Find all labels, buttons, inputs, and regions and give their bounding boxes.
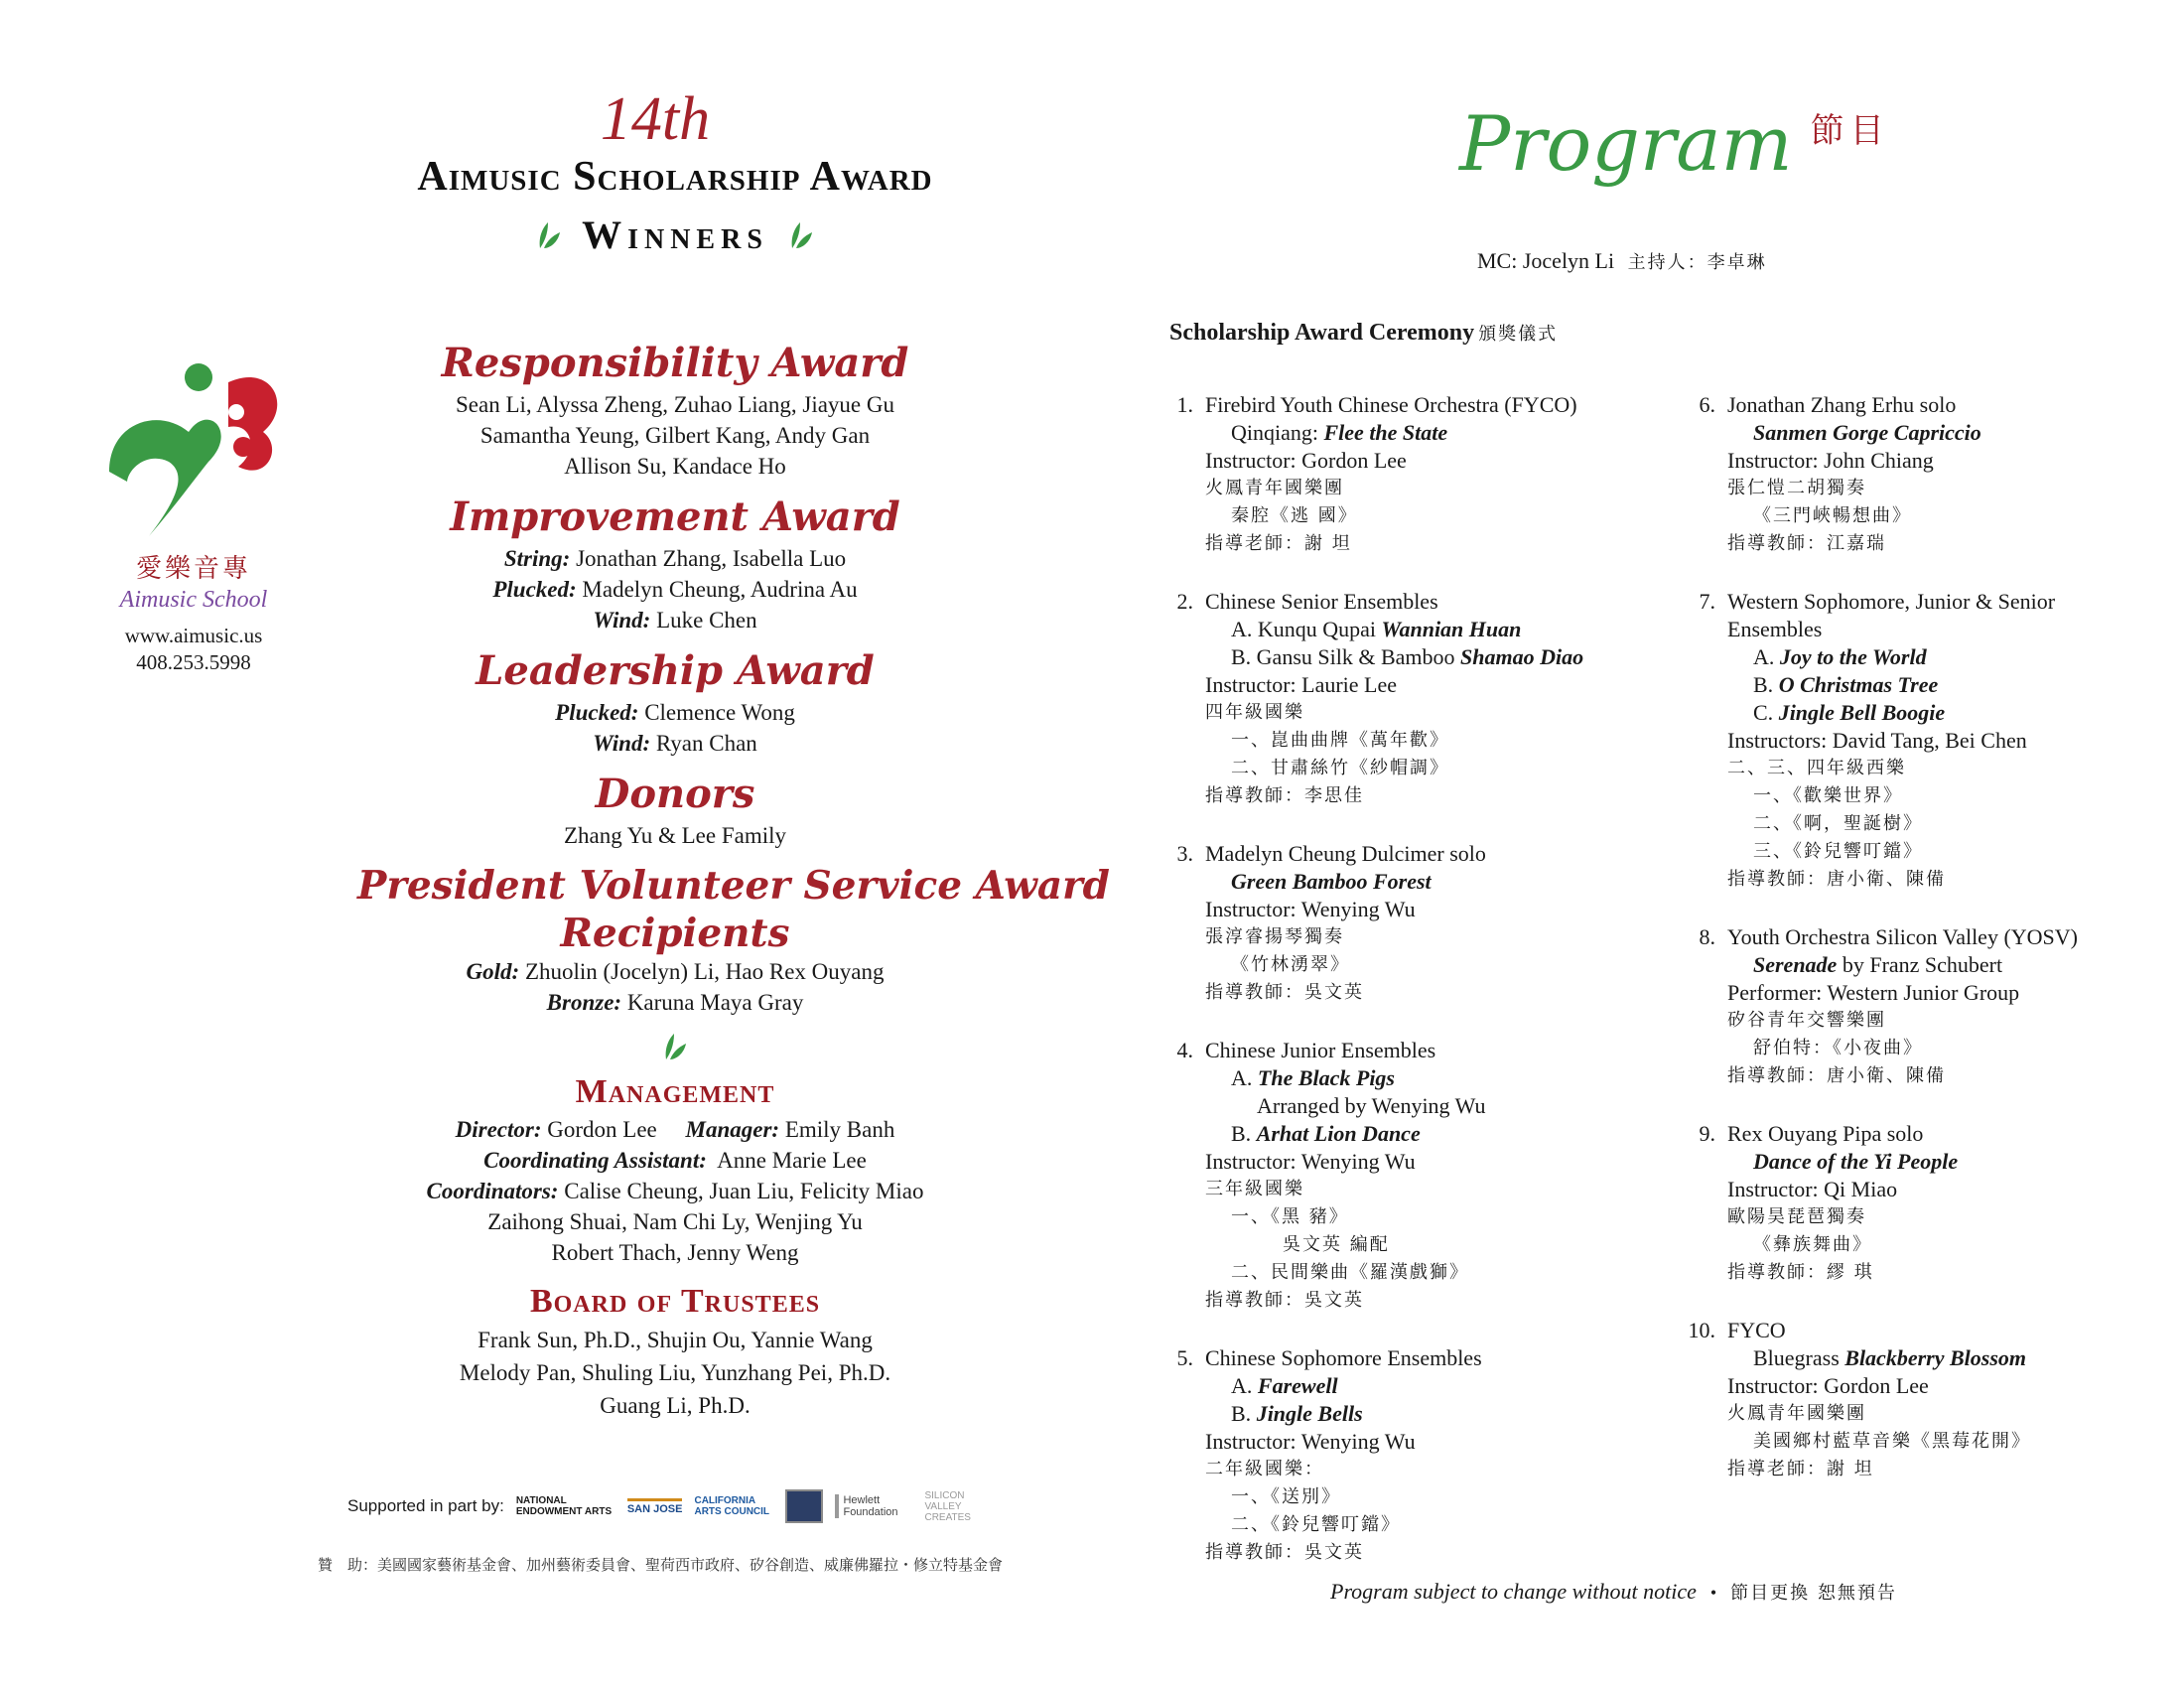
mc-line: MC: Jocelyn Li 主持人：李卓琳 xyxy=(1477,248,1767,273)
program-line-zh: 指導教師：吳文英 xyxy=(1205,982,1364,1003)
sponsor-chinese: 贊 助：美國國家藝術基金會、加州藝術委員會、聖荷西市政府、矽谷創造、威廉佛羅拉・修立特基金會 xyxy=(318,1556,1004,1574)
program-item-number: 4. xyxy=(1176,1038,1193,1062)
sponsor-logo: SAN JOSE xyxy=(627,1498,683,1515)
music-logo-icon xyxy=(89,352,298,551)
management-coord-row: Zaihong Shuai, Nam Chi Ly, Wenjing Yu xyxy=(487,1209,863,1234)
program-line: Instructor: John Chiang xyxy=(1727,448,1934,473)
program-line: Madelyn Cheung Dulcimer solo xyxy=(1205,841,1486,866)
program-line: A. Farewell xyxy=(1231,1373,1338,1398)
program-line: Rex Ouyang Pipa solo xyxy=(1727,1121,1924,1146)
leaf-icon xyxy=(662,1032,688,1061)
program-item xyxy=(1699,391,2164,558)
leadership-row: Wind: Ryan Chan xyxy=(593,731,757,756)
program-line-zh: 吳文英 編配 xyxy=(1283,1234,1390,1255)
program-line-zh: 《彝族舞曲》 xyxy=(1753,1234,1872,1255)
program-item-number: 6. xyxy=(1699,392,1715,417)
program-line: A. The Black Pigs xyxy=(1231,1065,1395,1090)
donors-heading: Donors xyxy=(595,771,755,817)
logo-chinese: 愛樂音專 xyxy=(135,554,251,584)
president-row: Gold: Zhuolin (Jocelyn) Li, Hao Rex Ouyang xyxy=(466,959,885,984)
program-item-number: 10. xyxy=(1688,1318,1715,1342)
program-line-zh: 指導教師：唐小衛、陳備 xyxy=(1727,869,1946,890)
improvement-row: Plucked: Madelyn Cheung, Audrina Au xyxy=(492,577,858,602)
program-line-zh: 指導教師：李思佳 xyxy=(1205,785,1364,806)
program-line: Firebird Youth Chinese Orchestra (FYCO) xyxy=(1205,392,1577,417)
program-line-zh: 一、崑曲曲牌《萬年歡》 xyxy=(1231,730,1449,751)
program-line-zh: 二、三、四年級西樂 xyxy=(1727,758,1906,778)
program-title: Program xyxy=(1459,99,1793,188)
board-line: Guang Li, Ph.D. xyxy=(600,1393,751,1418)
sponsor-logo: Hewlett Foundation xyxy=(835,1494,912,1518)
program-item xyxy=(1699,1120,2164,1287)
program-line: Instructors: David Tang, Bei Chen xyxy=(1727,728,2027,753)
improvement-heading: Improvement Award xyxy=(450,493,900,540)
program-line-zh: 火鳳青年國樂團 xyxy=(1205,478,1344,498)
program-line: Instructor: Gordon Lee xyxy=(1727,1373,1929,1398)
program-item xyxy=(1699,923,2164,1090)
subtitle: Winners xyxy=(582,212,768,257)
leaf-icon xyxy=(788,220,814,250)
supported-row xyxy=(347,1489,1003,1523)
program-line: Bluegrass Blackberry Blossom xyxy=(1753,1345,2026,1370)
program-line: B. O Christmas Tree xyxy=(1753,672,1939,697)
program-line: Instructor: Wenying Wu xyxy=(1205,1429,1416,1454)
program-column-right xyxy=(1688,391,2164,1513)
program-line-zh: 二、民間樂曲《羅漢戲獅》 xyxy=(1231,1262,1469,1283)
management-coord-row: Robert Thach, Jenny Weng xyxy=(551,1240,799,1265)
program-line: Sanmen Gorge Capriccio xyxy=(1753,420,1981,445)
program-line: A. Kunqu Qupai Wannian Huan xyxy=(1231,617,1522,641)
sponsor-logo: CALIFORNIA ARTS COUNCIL xyxy=(694,1495,770,1517)
program-title-zh: 節目 xyxy=(1810,111,1890,151)
program-line-zh: 三、《鈴兒響叮鐺》 xyxy=(1753,841,1923,862)
program-item xyxy=(1176,588,1662,810)
program-line: Western Sophomore, Junior & Senior xyxy=(1727,589,2056,614)
program-line-zh: 張淳睿揚琴獨奏 xyxy=(1205,926,1344,947)
website[interactable]: www.aimusic.us xyxy=(124,624,263,647)
responsibility-line: Samantha Yeung, Gilbert Kang, Andy Gan xyxy=(479,423,871,448)
leadership-heading: Leadership Award xyxy=(476,647,875,694)
program-line-zh: 指導教師：江嘉瑞 xyxy=(1727,533,1886,554)
responsibility-line: Allison Su, Kandace Ho xyxy=(564,454,786,479)
program-line-zh: 二年級國樂： xyxy=(1205,1459,1324,1479)
program-line: Instructor: Wenying Wu xyxy=(1205,1149,1416,1174)
program-line: Arranged by Wenying Wu xyxy=(1257,1093,1486,1118)
program-line: B. Arhat Lion Dance xyxy=(1231,1121,1421,1146)
phone: 408.253.5998 xyxy=(136,650,251,674)
management-director-row: Director: Gordon Lee Manager: Emily Banh xyxy=(455,1117,895,1142)
program-item-number: 7. xyxy=(1699,589,1715,614)
program-line-zh: 張仁愷二胡獨奏 xyxy=(1727,478,1866,498)
management-assistant-row: Coordinating Assistant: Anne Marie Lee xyxy=(483,1148,867,1173)
program-header xyxy=(1459,99,1956,188)
program-item-number: 9. xyxy=(1699,1121,1715,1146)
program-line-zh: 歐陽昊琵琶獨奏 xyxy=(1727,1206,1866,1227)
program-line-zh: 《竹林湧翠》 xyxy=(1231,954,1350,975)
sponsor-seal-icon xyxy=(785,1489,823,1523)
supported-label: Supported in part by: xyxy=(347,1496,504,1515)
improvement-row: Wind: Luke Chen xyxy=(593,608,757,633)
program-line: Chinese Senior Ensembles xyxy=(1205,589,1438,614)
awards-block xyxy=(357,338,1110,1422)
title: Aimusic Scholarship Award xyxy=(417,154,933,200)
president-heading: President Volunteer Service Award xyxy=(357,863,1110,909)
program-line-zh: 指導教師：唐小衛、陳備 xyxy=(1727,1065,1946,1086)
program-item xyxy=(1176,1037,1662,1315)
program-line-zh: 一、《黑 豬》 xyxy=(1231,1206,1349,1227)
program-line: Instructor: Gordon Lee xyxy=(1205,448,1407,473)
program-line: C. Jingle Bell Boogie xyxy=(1753,700,1946,725)
program-line-zh: 指導教師：吳文英 xyxy=(1205,1542,1364,1563)
program-column-left xyxy=(1176,391,1662,1597)
program-line-zh: 指導老師：謝 坦 xyxy=(1205,533,1352,554)
program-line-zh: 四年級國樂 xyxy=(1205,702,1304,723)
program-item xyxy=(1688,1317,2164,1483)
responsibility-line: Sean Li, Alyssa Zheng, Zuhao Liang, Jiayue Gu xyxy=(455,392,895,417)
management-coord-row: Coordinators: Calise Cheung, Juan Liu, Felicity Miao xyxy=(426,1179,924,1203)
program-line: Instructor: Wenying Wu xyxy=(1205,897,1416,921)
program-item-number: 8. xyxy=(1699,924,1715,949)
program-line: A. Joy to the World xyxy=(1753,644,1927,669)
donors-line: Zhang Yu & Lee Family xyxy=(564,823,786,848)
program-line: Dance of the Yi People xyxy=(1753,1149,1959,1174)
program-item xyxy=(1176,391,1662,558)
program-line: Chinese Sophomore Ensembles xyxy=(1205,1345,1482,1370)
program-item xyxy=(1699,588,2164,894)
school-logo xyxy=(89,352,298,675)
program-item-number: 2. xyxy=(1176,589,1193,614)
program-line: FYCO xyxy=(1727,1318,1786,1342)
program-line: Green Bamboo Forest xyxy=(1231,869,1432,894)
program-item-number: 5. xyxy=(1176,1345,1193,1370)
program-line-zh: 矽谷青年交響樂團 xyxy=(1727,1010,1886,1031)
program-line: Ensembles xyxy=(1727,617,1823,641)
improvement-row: String: Jonathan Zhang, Isabella Luo xyxy=(503,546,847,571)
program-item xyxy=(1176,840,1662,1007)
program-line-zh: 舒伯特：《小夜曲》 xyxy=(1753,1038,1923,1058)
ordinal: 14th xyxy=(600,85,711,153)
management-heading: Management xyxy=(575,1073,775,1110)
program-item xyxy=(1176,1344,1662,1567)
program-footer: Program subject to change without notice • 節目更換 恕無預告 xyxy=(1330,1579,1897,1604)
program-line: Instructor: Laurie Lee xyxy=(1205,672,1398,697)
responsibility-heading: Responsibility Award xyxy=(441,340,909,386)
program-line-zh: 秦腔《逃 國》 xyxy=(1231,505,1358,526)
leaf-icon xyxy=(536,220,562,250)
program-line-zh: 二、《啊，聖誕樹》 xyxy=(1753,813,1923,834)
program-line-zh: 二、《鈴兒響叮鐺》 xyxy=(1231,1514,1401,1535)
program-line-zh: 三年級國樂 xyxy=(1205,1179,1304,1199)
program-line: Jonathan Zhang Erhu solo xyxy=(1727,392,1957,417)
program-line-zh: 一、《歡樂世界》 xyxy=(1753,785,1903,806)
program-line-zh: 指導教師：吳文英 xyxy=(1205,1290,1364,1311)
program-line-zh: 指導教師：繆 琪 xyxy=(1727,1262,1874,1283)
program-line: Qinqiang: Flee the State xyxy=(1231,420,1448,445)
board-line: Frank Sun, Ph.D., Shujin Ou, Yannie Wang xyxy=(478,1328,873,1352)
sponsor-logo: SILICON VALLEY CREATES xyxy=(924,1489,971,1523)
program-line: B. Jingle Bells xyxy=(1231,1401,1363,1426)
president-row: Bronze: Karuna Maya Gray xyxy=(546,990,804,1015)
title-block xyxy=(357,84,993,258)
sponsor-logo: NATIONAL ENDOWMENT ARTS xyxy=(515,1495,613,1517)
program-line: Chinese Junior Ensembles xyxy=(1205,1038,1436,1062)
program-item-number: 3. xyxy=(1176,841,1193,866)
leadership-row: Plucked: Clemence Wong xyxy=(555,700,795,725)
program-line-zh: 《三門峽暢想曲》 xyxy=(1753,505,1912,526)
program-line: Youth Orchestra Silicon Valley (YOSV) xyxy=(1727,924,2078,949)
program-line-zh: 火鳳青年國樂團 xyxy=(1727,1403,1866,1424)
ceremony-heading: Scholarship Award Ceremony 頒獎儀式 xyxy=(1169,320,1559,346)
program-line: Serenade by Franz Schubert xyxy=(1753,952,2003,977)
program-line-zh: 指導老師：謝 坦 xyxy=(1727,1459,1874,1479)
program-line-zh: 一、《送別》 xyxy=(1231,1486,1341,1507)
program-line-zh: 二、甘肅絲竹《紗帽調》 xyxy=(1231,758,1449,778)
program-line: Performer: Western Junior Group xyxy=(1727,980,2020,1005)
logo-english: Aimusic School xyxy=(119,587,268,613)
program-line-zh: 美國鄉村藍草音樂《黑莓花開》 xyxy=(1753,1431,2031,1452)
program-line: Instructor: Qi Miao xyxy=(1727,1177,1898,1201)
program-line: B. Gansu Silk & Bamboo Shamao Diao xyxy=(1231,644,1584,669)
program-item-number: 1. xyxy=(1176,392,1193,417)
president-heading-recipients: Recipients xyxy=(560,911,790,956)
board-line: Melody Pan, Shuling Liu, Yunzhang Pei, Ph.D. xyxy=(459,1360,891,1385)
board-heading: Board of Trustees xyxy=(529,1283,821,1320)
